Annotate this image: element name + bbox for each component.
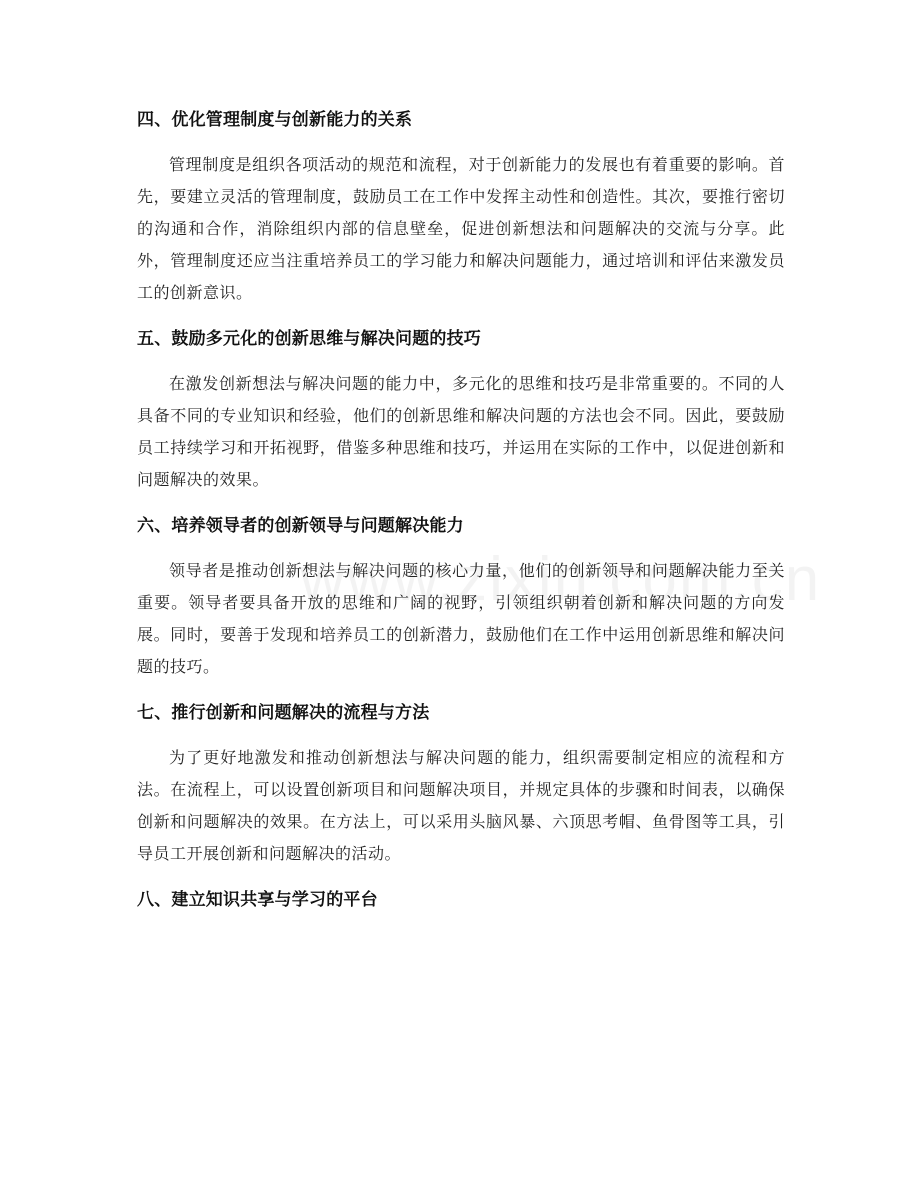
section-heading: 六、培养领导者的创新领导与问题解决能力 bbox=[137, 516, 464, 536]
section-heading: 四、优化管理制度与创新能力的关系 bbox=[137, 110, 413, 130]
section-7 bbox=[137, 697, 785, 884]
section-heading: 七、推行创新和问题解决的流程与方法 bbox=[137, 703, 430, 723]
section-paragraph: 在激发创新想法与解决问题的能力中，多元化的思维和技巧是非常重要的。不同的人具备不同的专业知识和经验，他们的创新思维和解决问题的方法也会不同。因此，要鼓励员工持续学习和开拓视野，借鉴多种思维和技巧，并运用在实际的工作中，以促进创新和问题解决的效果。 bbox=[137, 374, 785, 489]
section-6 bbox=[137, 510, 785, 697]
section-paragraph: 管理制度是组织各项活动的规范和流程，对于创新能力的发展也有着重要的影响。首先，要建立灵活的管理制度，鼓励员工在工作中发挥主动性和创造性。其次，要推行密切的沟通和合作，消除组织内部的信息壁垒，促进创新想法和问题解决的交流与分享。此外，管理制度还应当注重培养员工的学习能力和解决问题能力，通过培训和评估来激发员工的创新意识。 bbox=[137, 155, 785, 302]
section-heading: 五、鼓励多元化的创新思维与解决问题的技巧 bbox=[137, 329, 481, 349]
section-5 bbox=[137, 323, 785, 510]
section-paragraph: 领导者是推动创新想法与解决问题的核心力量，他们的创新领导和问题解决能力至关重要。领导者要具备开放的思维和广阔的视野，引领组织朝着创新和解决问题的方向发展。同时，要善于发现和培养员工的创新潜力，鼓励他们在工作中运用创新思维和解决问题的技巧。 bbox=[137, 561, 785, 676]
section-8 bbox=[137, 884, 785, 916]
section-heading: 八、建立知识共享与学习的平台 bbox=[137, 890, 378, 910]
section-4 bbox=[137, 104, 785, 323]
section-paragraph: 为了更好地激发和推动创新想法与解决问题的能力，组织需要制定相应的流程和方法。在流程上，可以设置创新项目和问题解决项目，并规定具体的步骤和时间表，以确保创新和问题解决的效果。在方法上，可以采用头脑风暴、六顶思考帽、鱼骨图等工具，引导员工开展创新和问题解决的活动。 bbox=[137, 748, 785, 863]
document-content bbox=[137, 104, 785, 916]
